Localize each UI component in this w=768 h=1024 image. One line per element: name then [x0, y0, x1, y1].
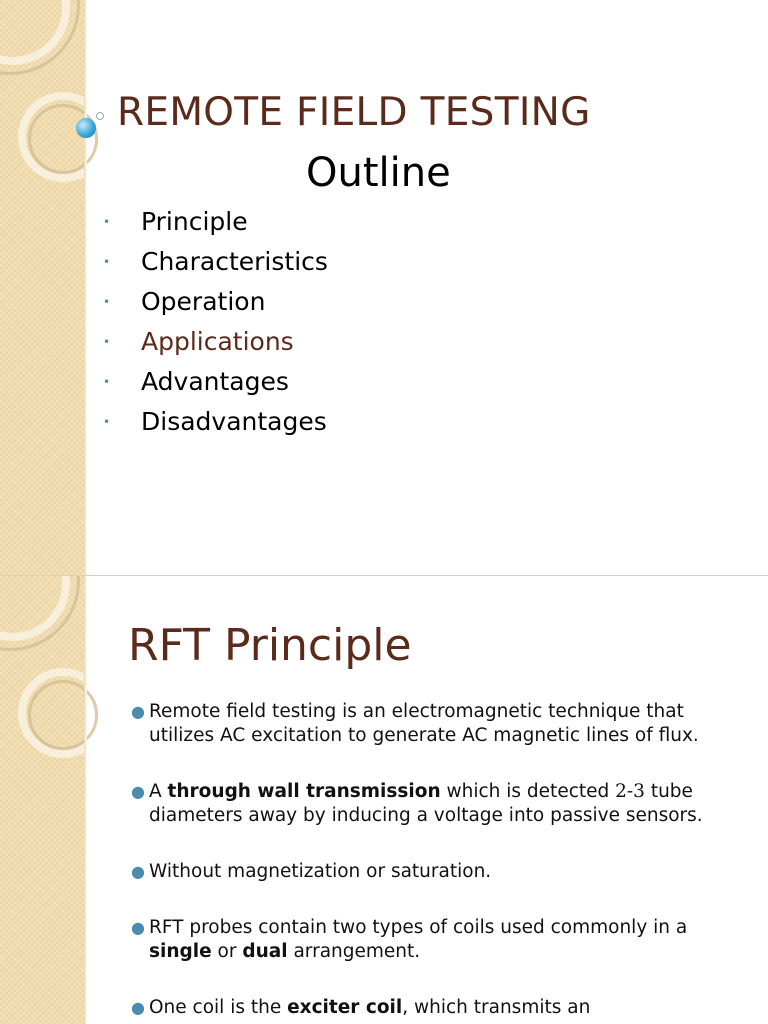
- slide-rft-principle: [0, 576, 768, 1024]
- bullet-list: [131, 700, 746, 1020]
- small-dot-bullet-icon: •: [103, 215, 111, 229]
- small-dot-bullet-icon: •: [103, 255, 111, 269]
- strip-edge: [84, 576, 87, 1024]
- slide-subtitle: Outline: [306, 150, 451, 196]
- small-dot-bullet-icon: •: [103, 335, 111, 349]
- round-bullet-icon: ●: [131, 862, 145, 881]
- bold-term: through wall transmission: [167, 781, 441, 802]
- small-dot-bullet-icon: •: [103, 415, 111, 429]
- decorative-ring: [28, 680, 98, 750]
- round-bullet-icon: ●: [131, 998, 145, 1017]
- slide-title: REMOTE FIELD TESTING: [117, 90, 591, 135]
- decorative-ring: [0, 576, 80, 651]
- bold-term: dual: [242, 941, 288, 962]
- slide-title: RFT Principle: [128, 620, 412, 671]
- blue-sphere-icon: [76, 118, 96, 138]
- small-dot-bullet-icon: •: [103, 375, 111, 389]
- slide-outline: REMOTE FIELD TESTING Outline • Principle • Characteristics • Operation • Applications • Advantages • Disadvantages: [0, 0, 768, 576]
- list-item: ● Without magnetization or saturation.: [131, 861, 492, 882]
- list-item: ● Remote field testing is an electromagnetic technique that utilizes AC excitation to generate AC magnetic lines of flux.: [131, 701, 699, 746]
- decorative-ring: [28, 104, 98, 174]
- decorative-ring: [0, 0, 80, 75]
- bold-term: exciter coil: [287, 997, 403, 1018]
- round-bullet-icon: ●: [131, 918, 145, 937]
- strip-edge: [84, 0, 87, 576]
- decorative-side-strip: [0, 576, 84, 1024]
- round-bullet-icon: ●: [131, 782, 145, 801]
- bold-term: single: [149, 941, 212, 962]
- list-item: ● A through wall transmission which is detected 2-3 tube diameters away by inducing a voltage into passive sensors.: [131, 781, 703, 826]
- decorative-side-strip: [0, 0, 84, 576]
- small-ring-icon: [96, 112, 104, 120]
- list-item: ● One coil is the exciter coil, which transmits an: [131, 997, 591, 1018]
- small-dot-bullet-icon: •: [103, 295, 111, 309]
- list-item: ● RFT probes contain two types of coils used commonly in a single or dual arrangement.: [131, 917, 688, 962]
- round-bullet-icon: ●: [131, 702, 145, 721]
